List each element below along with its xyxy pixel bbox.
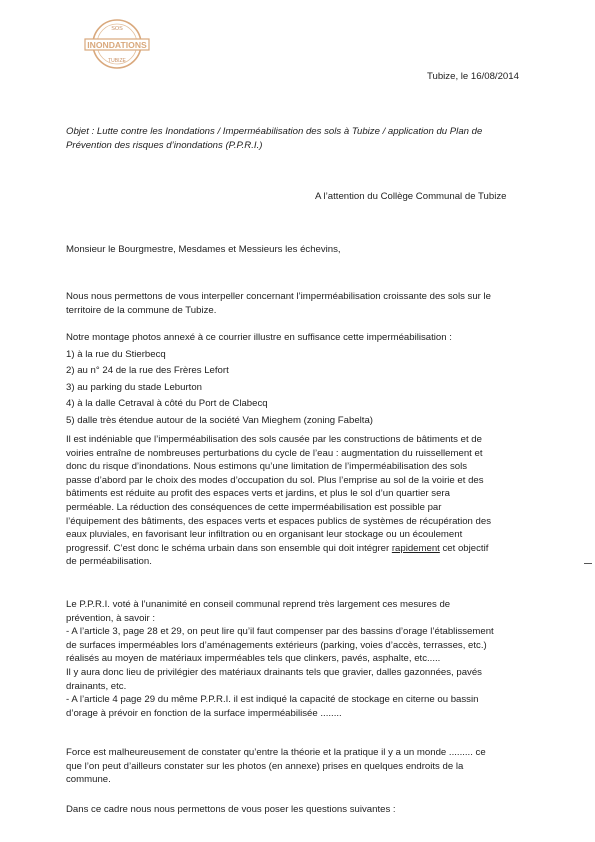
body-text: progressif. C’est donc le schéma urbain dans son ensemble qui doit intégrer [66, 542, 392, 554]
pprl-line: drainants, etc. [66, 680, 127, 692]
force-line: Force est malheureusement de constater qu’entre la théorie et la pratique il y a un monde ......... ce [66, 747, 486, 758]
montage-item: 3) au parking du stade Leburton [66, 381, 203, 393]
margin-mark [584, 563, 592, 564]
letter-subject [66, 125, 482, 152]
sos-inondations-logo [84, 17, 150, 71]
body-paragraph [66, 433, 491, 569]
closing-line: Dans ce cadre nous nous permettons de vous poser les questions suivantes : [66, 804, 396, 815]
logo-bottom-text: TUBIZE [108, 58, 126, 64]
body-line: de perméabilisation. [66, 556, 152, 568]
body-line: passe d’abord par le choix des modes d’occupation du sol. Plus l’emprise au sol de la voirie et des [66, 474, 484, 486]
body-line: l’équipement des bâtiments, des espaces verts et espaces publics de systèmes de récupération des [66, 515, 492, 527]
intro-line: Nous nous permettons de vous interpeller concernant l’imperméabilisation croissante des sols sur le [66, 291, 492, 302]
body-line: voiries entraîne de nombreuses perturbations du cycle de l’eau : augmentation du ruissellement et [66, 447, 483, 459]
montage-section [66, 331, 452, 428]
pprl-paragraph [66, 598, 494, 720]
body-text: cet objectif [439, 542, 489, 554]
pprl-line: de surfaces imperméables lors d’aménagements extérieurs (parking, voies d’accès, terrasses, etc.) [66, 639, 487, 651]
force-line: que l’on peut d’ailleurs constater sur les photos (en annexe) prises en quelques endroits de la [66, 760, 464, 772]
body-line: donc du risque d’inondations. Nous estimons qu’une limitation de l’imperméabilisation des sols [66, 461, 468, 473]
pprl-line: réalisés au moyen de matériaux imperméables tels que clinkers, pavés, asphalte, etc..... [66, 653, 441, 665]
body-line: eaux pluviales, en favorisant leur infiltration ou en organisant leur stockage ou un écoulement [66, 529, 463, 541]
montage-intro: Notre montage photos annexé à ce courrier illustre en suffisance cette imperméabilisation : [66, 332, 452, 343]
pprl-line: - A l’article 4 page 29 du même P.P.R.I. il est indiqué la capacité de stockage en citerne ou bassin [66, 694, 479, 706]
letter-date: Tubize, le 16/08/2014 [427, 71, 519, 82]
pprl-line: - A l’article 3, page 28 et 29, on peut lire qu’il faut compenser par des bassins d’orage l’établissement [66, 626, 494, 638]
pprl-line: prévention, à savoir : [66, 612, 156, 624]
force-line: commune. [66, 774, 111, 786]
logo-main-text: INONDATIONS [87, 40, 147, 50]
pprl-line: Il y aura donc lieu de privilégier des matériaux drainants tels que gravier, dalles gazonnées, pavés [66, 666, 482, 678]
letter-salutation: Monsieur le Bourgmestre, Mesdames et Messieurs les échevins, [66, 244, 341, 255]
underlined-word: rapidement [391, 542, 440, 554]
logo-top-text: SOS [111, 26, 123, 32]
body-line [66, 542, 491, 556]
pprl-line: d’orage à prévoir en fonction de la surface imperméabilisée ........ [66, 707, 342, 719]
montage-item: 4) à la dalle Cetraval à côté du Port de Clabecq [66, 398, 268, 410]
montage-item: 2) au n° 24 de la rue des Frères Lefort [66, 365, 229, 377]
pprl-line: Le P.P.R.I. voté à l’unanimité en conseil communal reprend très largement ces mesures de [66, 599, 451, 610]
body-line: Il est indéniable que l’imperméabilisation des sols causée par les constructions de bâtiments et de [66, 434, 482, 445]
body-line: perméable. La réduction des conséquences de cette imperméabilisation est possible par [66, 501, 442, 513]
body-line: bâtiments est réduite au profit des espaces verts et jardins, et plus le sol d’un quartier sera [66, 488, 450, 500]
subject-line: Prévention des risques d’inondations (P.P.R.I.) [66, 139, 263, 151]
subject-line: Objet : Lutte contre les Inondations / Imperméabilisation des sols à Tubize / application du Plan de [66, 126, 483, 137]
intro-paragraph [66, 290, 491, 317]
montage-item: 5) dalle très étendue autour de la société Van Mieghem (zoning Fabelta) [66, 414, 374, 426]
force-paragraph [66, 746, 486, 787]
letter-attention: A l’attention du Collège Communal de Tubize [315, 191, 507, 202]
intro-line: territoire de la commune de Tubize. [66, 304, 217, 316]
montage-item: 1) à la rue du Stierbecq [66, 348, 166, 360]
